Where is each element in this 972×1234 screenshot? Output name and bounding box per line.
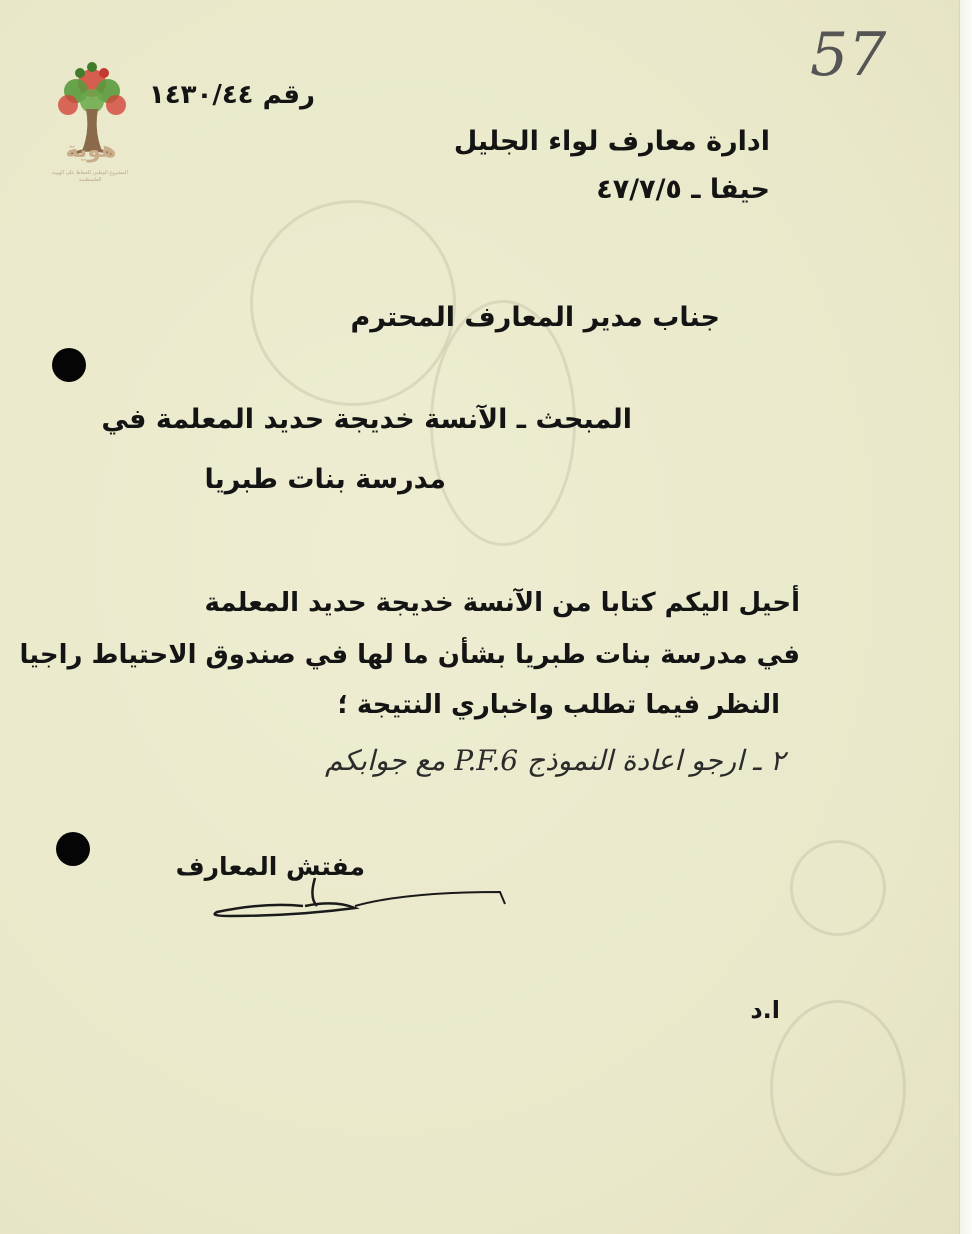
subject-line-1: المبحث ـ الآنسة خديجة حديد المعلمة في xyxy=(101,404,632,435)
sender-organization: ادارة معارف لواء الجليل xyxy=(453,126,770,157)
place-date: حيفا ـ ٤٧/٧/٥ xyxy=(596,174,770,205)
addressee-line: جناب مدير المعارف المحترم xyxy=(350,302,720,333)
body-line-1: أحيل اليكم كتابا من الآنسة خديجة حديد المعلمة xyxy=(204,588,800,618)
body-line-3: النظر فيما تطلب واخباري النتيجة ؛ xyxy=(337,690,780,720)
signature-title: مفتش المعارف xyxy=(175,852,365,881)
logo-caption: هوية xyxy=(65,138,117,163)
initials: ا.د xyxy=(750,996,780,1024)
page-number: 57 xyxy=(810,20,887,90)
faint-stamp-ghost xyxy=(790,840,886,936)
logo-subtitle: المشروع الوطني للحفاظ على الهوية الفلسطينية xyxy=(52,170,128,183)
faint-stamp-ghost xyxy=(770,1000,906,1176)
signature-scribble xyxy=(205,870,515,930)
punch-hole xyxy=(56,832,90,866)
reference-number: رقم ١٤٣٠/٤٤ xyxy=(148,80,315,110)
body-line-2: في مدرسة بنات طبريا بشأن ما لها في صندوق الاحتياط راجيا xyxy=(19,640,800,670)
handwritten-note: ٢ ـ ارجو اعادة النموذج P.F.6 مع جوابكم xyxy=(325,744,785,777)
punch-hole xyxy=(52,348,86,382)
scan-edge xyxy=(959,0,972,1234)
subject-line-2: مدرسة بنات طبريا xyxy=(204,464,446,495)
